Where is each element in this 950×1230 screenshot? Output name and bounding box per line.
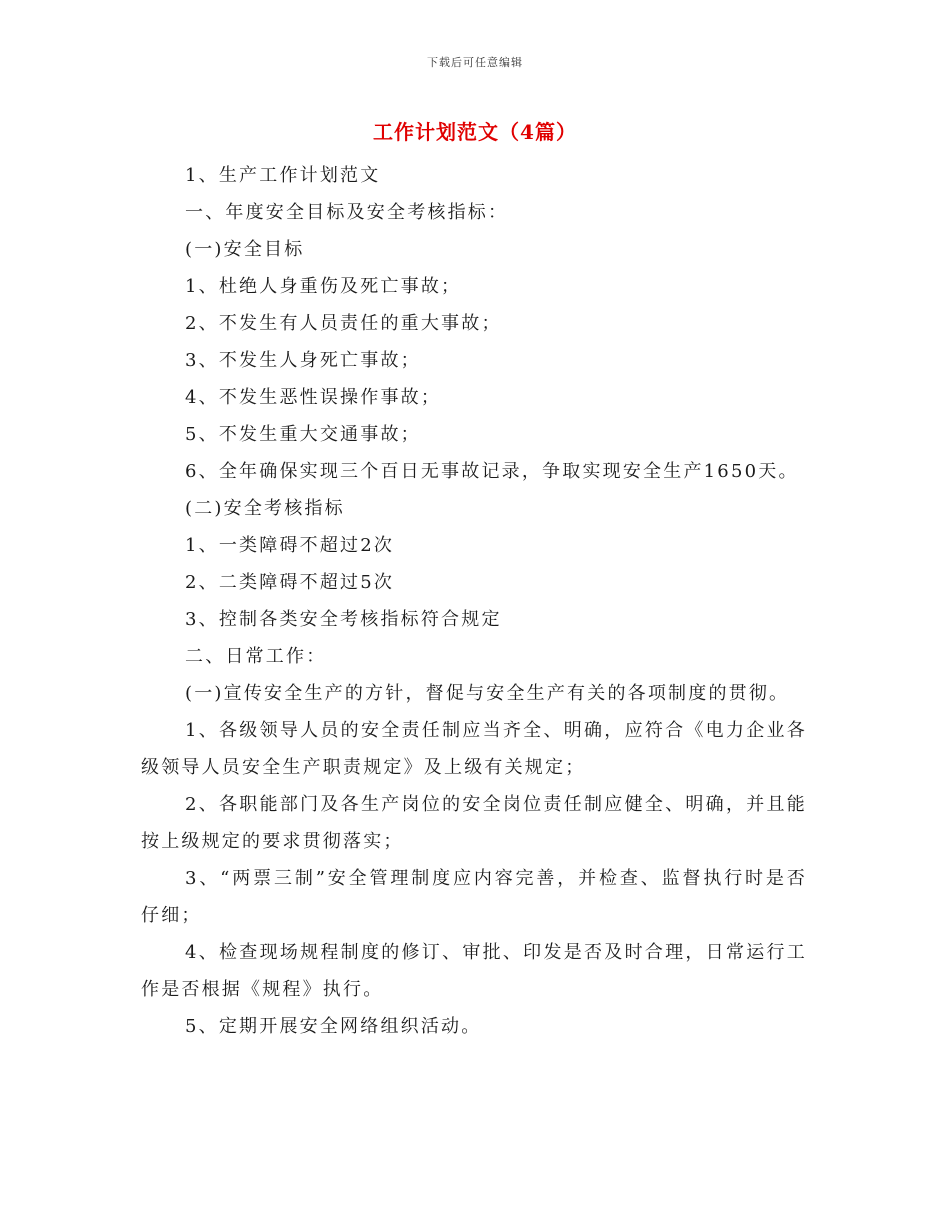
document-title: 工作计划范文（4篇） <box>373 120 577 144</box>
paragraph: 5、定期开展安全网络组织活动。 <box>185 1016 482 1037</box>
paragraph: 6、全年确保实现三个百日无事故记录，争取实现安全生产1650天。 <box>185 461 799 482</box>
paragraph: (二)安全考核指标 <box>185 498 345 519</box>
paragraph: 1、一类障碍不超过2次 <box>185 535 395 556</box>
paragraph: 3、不发生人身死亡事故； <box>185 350 421 371</box>
paragraph: 2、不发生有人员责任的重大事故； <box>185 313 502 334</box>
document-body <box>141 157 807 1045</box>
paragraph: 4、检查现场规程制度的修订、审批、印发是否及时合理，日常运行工作是否根据《规程》执行。 <box>141 942 807 1000</box>
paragraph: 二、日常工作： <box>185 646 327 667</box>
paragraph: 3、控制各类安全考核指标符合规定 <box>185 609 502 630</box>
paragraph: (一)安全目标 <box>185 239 305 260</box>
paragraph: 1、杜绝人身重伤及死亡事故； <box>185 276 462 297</box>
paragraph: 4、不发生恶性误操作事故； <box>185 387 442 408</box>
paragraph: 5、不发生重大交通事故； <box>185 424 421 445</box>
paragraph: (一)宣传安全生产的方针，督促与安全生产有关的各项制度的贯彻。 <box>185 683 790 704</box>
paragraph: 2、二类障碍不超过5次 <box>185 572 395 593</box>
paragraph: 2、各职能部门及各生产岗位的安全岗位责任制应健全、明确，并且能按上级规定的要求贯彻落实； <box>141 794 807 852</box>
page-header-note: 下载后可任意编辑 <box>427 56 523 69</box>
paragraph: 1、各级领导人员的安全责任制应当齐全、明确，应符合《电力企业各级领导人员安全生产职责规定》及上级有关规定； <box>141 720 807 778</box>
paragraph: 一、年度安全目标及安全考核指标： <box>185 202 509 223</box>
paragraph: 1、生产工作计划范文 <box>185 165 381 186</box>
paragraph: 3、“两票三制”安全管理制度应内容完善，并检查、监督执行时是否仔细； <box>141 868 807 926</box>
